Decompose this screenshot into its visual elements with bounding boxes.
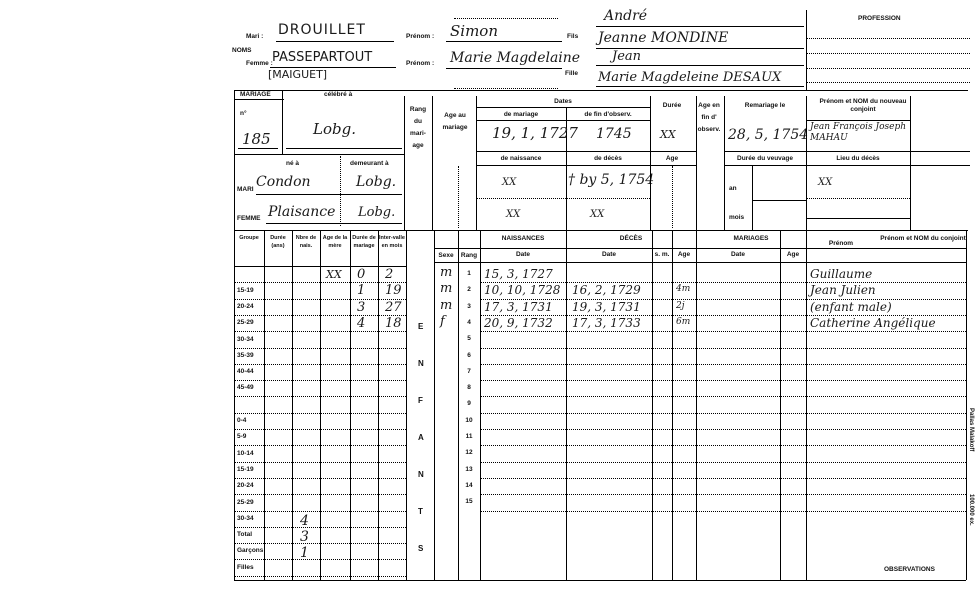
child-rank-14: 15 (465, 498, 473, 506)
de-naissance-label: de naissance (500, 155, 542, 162)
left-header-4: Durée de mariage (352, 235, 376, 249)
row-line (234, 445, 406, 446)
conjoint-name: Jean François Joseph MAHAU (810, 122, 907, 143)
child-naissance-0: 15, 3, 1727 (484, 267, 553, 281)
row-line (234, 429, 406, 430)
child-rank-10: 11 (465, 433, 473, 440)
sm-label: s. m. (654, 251, 670, 258)
mariage-age-label: Age (786, 251, 800, 258)
duree-mariage-1: 1 (357, 283, 366, 299)
child-row-line (480, 299, 966, 300)
lieu-deces-label: Lieu du décès (836, 155, 880, 162)
child-row-line (480, 511, 966, 512)
child-rank-8: 9 (467, 400, 471, 408)
row-line (234, 543, 406, 544)
line (596, 65, 804, 66)
an-label: an (729, 185, 737, 192)
deces-age-label: Age (677, 251, 691, 258)
child-row-line (480, 348, 966, 349)
child-sexe-0: m (440, 265, 453, 280)
child-row-line (480, 462, 966, 463)
filles-value: 1 (300, 545, 309, 562)
mariage-place: Lobg. (313, 120, 356, 138)
dates-label: Dates (554, 98, 572, 105)
child-age-1: 4m (676, 284, 691, 295)
age-label: Age (665, 155, 679, 162)
fille-father: Jean (612, 49, 642, 64)
child-deces-2: 19, 3, 1731 (572, 299, 641, 314)
remariage-date: 28, 5, 1754 (728, 127, 809, 143)
mari-surname: DROUILLET (278, 22, 366, 38)
duree-mariage-3: 4 (357, 315, 366, 331)
child-age-2: 2j (676, 300, 685, 311)
mari-firstname: Simon (450, 22, 498, 40)
group-label-1: 15-19 (237, 286, 254, 294)
child-row-line (480, 364, 966, 365)
group-label-9: 0-4 (237, 417, 247, 424)
mari-surname-line (276, 41, 394, 42)
row-line (234, 559, 406, 560)
row-line (234, 331, 406, 332)
group-label-16: Total (237, 531, 253, 539)
children-grid-line (434, 248, 966, 249)
group-label-6: 40-44 (237, 368, 254, 376)
group-label-3: 25-29 (237, 319, 254, 327)
demeurant-label: demeurant à (350, 160, 389, 167)
child-age-3: 6m (676, 316, 691, 327)
enfants-letter: S (418, 544, 424, 553)
child-naissance-1: 10, 10, 1728 (484, 283, 561, 298)
mari-naissance: XX (502, 177, 517, 188)
femme-prenom-label: Prénom : (406, 60, 435, 67)
child-deces-1: 16, 2, 1729 (572, 283, 641, 298)
age-mariage-label: Age au mariage (442, 112, 468, 131)
naissance-date-label: Date (515, 251, 531, 258)
child-sexe-3: f (440, 313, 445, 329)
garcons-value: 3 (300, 528, 309, 545)
left-header-1: Durée (ans) (270, 235, 286, 249)
femme-row-label: FEMME (237, 215, 261, 222)
femme-surname: PASSEPARTOUT (272, 50, 373, 65)
group-label-2: 20-24 (237, 302, 254, 310)
duree-mariage-0: 0 (357, 267, 366, 282)
row-line (234, 413, 406, 414)
left-header-0: Groupe (239, 235, 259, 241)
child-rank-2: 3 (467, 302, 471, 310)
de-fin-label: de fin d'observ. (584, 111, 632, 118)
row-line (234, 364, 406, 365)
child-row-line (480, 478, 966, 479)
date-fin: 1745 (596, 126, 632, 142)
duree-label: Durée (662, 102, 682, 109)
fils-father: André (604, 8, 648, 24)
naissances-label: NAISSANCES (501, 235, 545, 242)
dotted-line (454, 88, 558, 89)
group-label-10: 5-9 (237, 433, 247, 441)
mari-residence: Lobg. (356, 174, 397, 190)
rang-label: Rang (460, 252, 478, 259)
group-label-13: 20-24 (237, 482, 254, 490)
table-bottom-line (234, 580, 966, 581)
line (286, 148, 402, 149)
fille-label: Fille (565, 70, 579, 77)
children-grid-line (406, 230, 407, 580)
child-rank-1: 2 (467, 286, 471, 294)
child-row-line (480, 331, 966, 332)
intervalle-0: 2 (385, 267, 394, 282)
rang-label: Rang du mari-age (409, 106, 427, 149)
femme-birthplace: Plaisance (268, 204, 336, 220)
prenom-nom-conjoint-label: Prénom et NOM du conjoint (880, 235, 966, 242)
intervalle-2: 27 (385, 299, 402, 315)
enfants-letter: F (418, 396, 423, 405)
row-line (234, 315, 406, 316)
duree-value: XX (660, 128, 676, 141)
group-label-5: 35-39 (237, 351, 254, 359)
child-rank-4: 5 (467, 335, 471, 343)
row-line (234, 576, 406, 577)
group-label-18: Filles (237, 563, 254, 571)
mariages-label: MARIAGES (733, 235, 769, 242)
remariage-label: Remariage le (744, 102, 786, 109)
no-label: n° (240, 110, 247, 117)
mariage-label: MARIAGE (240, 91, 271, 98)
deces-date-label: Date (601, 251, 617, 258)
intervalle-1: 19 (385, 283, 402, 299)
line (238, 148, 278, 149)
enfants-letter: N (418, 359, 424, 368)
fils-mother: Jeanne MONDINE (598, 30, 729, 46)
group-label-17: Garçons (237, 547, 264, 555)
enfants-letter: E (418, 322, 424, 331)
mariage-date-label: Date (730, 251, 746, 258)
mari-prenom-label: Prénom : (406, 33, 435, 40)
profession-label: PROFESSION (858, 15, 901, 22)
celebre-label: célébré à (324, 91, 353, 98)
row-line (234, 494, 406, 495)
child-row-line (480, 445, 966, 446)
group-label-4: 30-34 (237, 335, 254, 343)
children-grid-line (434, 230, 435, 580)
child-rank-5: 6 (467, 351, 471, 359)
enfants-letter: N (418, 470, 424, 479)
mari-label: Mari : (246, 33, 264, 40)
duree-mariage-2: 3 (357, 299, 366, 315)
mois-label: mois (729, 214, 745, 221)
row-line (234, 380, 406, 381)
noms-label: NOMS (232, 47, 252, 54)
child-rank-13: 14 (465, 481, 473, 489)
row-line (234, 478, 406, 479)
duree-veuvage-label: Durée du veuvage (737, 155, 793, 162)
mari-row-label: MARI (237, 186, 254, 193)
child-row-line (480, 429, 966, 430)
row-line (234, 462, 406, 463)
child-row-line (480, 413, 966, 414)
left-header-2: Nbre de nais. (295, 235, 317, 249)
child-rank-11: 12 (465, 449, 473, 457)
total-value: 4 (300, 512, 309, 529)
child-row-line (480, 494, 966, 495)
line (266, 223, 402, 224)
child-row-line (480, 380, 966, 381)
child-rank-12: 13 (465, 465, 473, 473)
group-label-14: 25-29 (237, 498, 254, 506)
child-rank-3: 4 (467, 318, 471, 326)
ne-a-label: né à (286, 160, 300, 167)
side-count: 100.000 ex. (968, 494, 974, 526)
fille-mother: Marie Magdeleine DESAUX (598, 70, 782, 85)
mari-birthplace: Condon (256, 174, 311, 190)
observations-label: OBSERVATIONS (884, 566, 935, 573)
row-line (234, 282, 406, 283)
femme-residence: Lobg. (358, 205, 396, 220)
dotted-line (454, 18, 558, 19)
child-prenom-3: Catherine Angélique (810, 315, 936, 330)
fils-label: Fils (567, 33, 579, 40)
row-line (234, 527, 406, 528)
left-header-5: Inter-valle en mois (379, 235, 405, 249)
de-deces-label: de décès (594, 155, 622, 162)
children-grid-line (966, 230, 967, 580)
prenom-nom-conjoint-label: Prénom et NOM du nouveau conjoint (819, 98, 907, 113)
femme-deces: XX (590, 209, 605, 220)
age-fin-label: Age en fin d' observ. (697, 102, 721, 133)
mariage-number: 185 (242, 130, 271, 148)
child-row-line (480, 396, 966, 397)
child-rank-6: 7 (467, 367, 471, 375)
group-label-15: 30-34 (237, 514, 254, 522)
enfants-letter: T (418, 507, 423, 516)
child-rank-0: 1 (467, 270, 471, 277)
child-prenom-1: Jean Julien (810, 283, 876, 298)
line (596, 86, 804, 87)
child-sexe-2: m (440, 297, 453, 313)
table-grid-line (234, 266, 406, 267)
children-grid-line (434, 262, 966, 263)
de-mariage-label: de mariage (503, 111, 539, 118)
child-naissance-3: 20, 9, 1732 (484, 315, 553, 330)
date-mariage: 19, 1, 1727 (492, 124, 578, 142)
deces-label: DÉCÈS (619, 235, 643, 242)
child-rank-7: 8 (467, 384, 471, 392)
line (256, 194, 402, 195)
child-deces-3: 17, 3, 1733 (572, 315, 641, 330)
row-line (234, 396, 406, 397)
group-label-11: 10-14 (237, 449, 254, 457)
mari-deces: † by 5, 1754 (568, 172, 655, 188)
row-line (234, 511, 406, 512)
child-naissance-2: 17, 3, 1731 (484, 299, 553, 314)
femme-label: Femme : (246, 60, 273, 67)
row-line (234, 299, 406, 300)
child-rank-9: 10 (465, 416, 473, 424)
group-label-12: 15-19 (237, 465, 254, 473)
group-label-7: 45-49 (237, 384, 254, 392)
mari-firstname-line (446, 41, 562, 42)
lieu-deces-value: XX (818, 177, 833, 188)
child-prenom-0: Guillaume (810, 267, 873, 281)
age-mere-first: XX (326, 268, 342, 281)
femme-alias: [MAIGUET] (268, 68, 328, 81)
prenom-label: Prénom (828, 240, 854, 247)
femme-naissance: XX (506, 209, 521, 220)
side-text: Pallas Malakoff (968, 408, 974, 452)
child-prenom-2: (enfant male) (810, 299, 892, 314)
intervalle-3: 18 (385, 315, 402, 331)
femme-firstname: Marie Magdelaine (450, 50, 581, 66)
row-line (234, 348, 406, 349)
left-header-3: Age de la mère (322, 235, 348, 249)
sexe-label: Sexe (438, 252, 454, 259)
femme-firstname-line (446, 68, 562, 69)
line (596, 26, 804, 27)
child-sexe-1: m (440, 281, 453, 297)
enfants-letter: A (418, 433, 424, 442)
